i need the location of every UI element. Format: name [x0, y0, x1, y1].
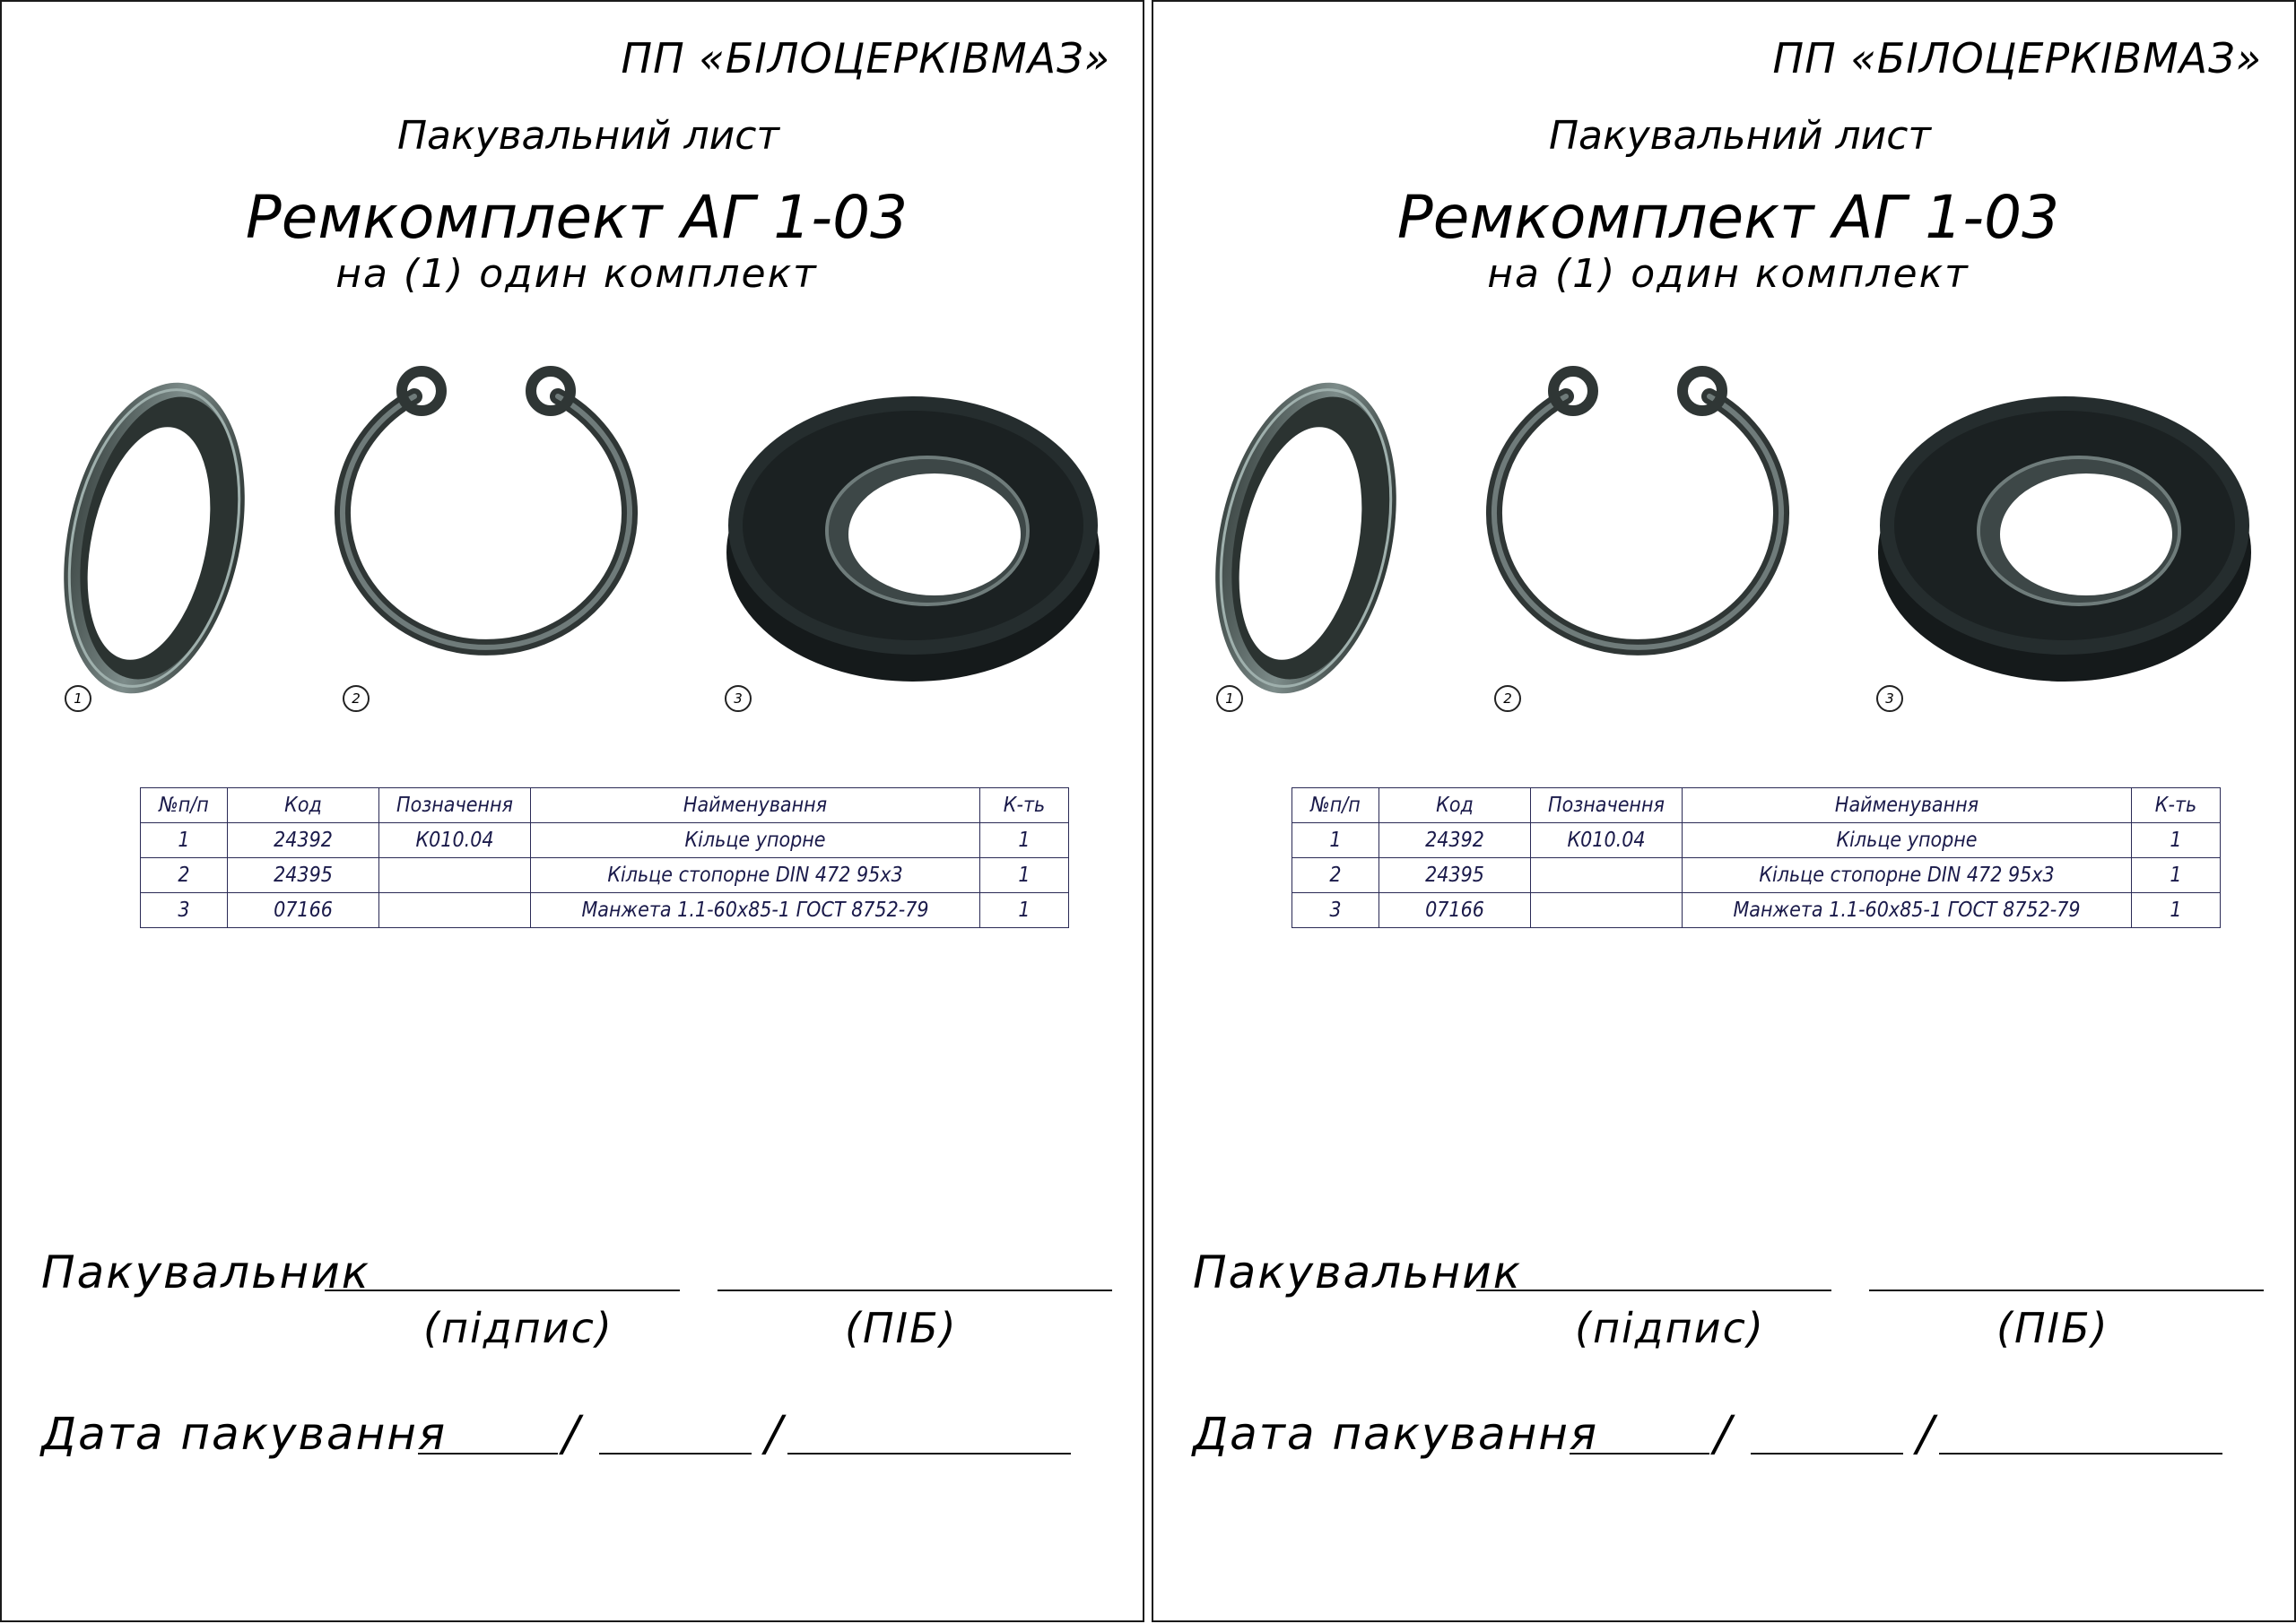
cell-name: Кільце упорне [531, 823, 980, 858]
part-callout-3: 3 [1876, 685, 1903, 712]
cell-designation [379, 858, 531, 893]
table-row [141, 858, 1069, 893]
table-row [1292, 858, 2221, 893]
cell-name: Манжета 1.1-60х85-1 ГОСТ 8752-79 [531, 893, 980, 928]
retaining-ring-icon [316, 360, 657, 683]
document-title: Пакувальний лист [1548, 113, 1932, 159]
cell-quantity: 1 [2132, 823, 2221, 858]
date-month-line[interactable] [599, 1453, 752, 1455]
part-callout-3: 3 [725, 685, 752, 712]
full-name-hint: (ПІБ) [1996, 1304, 2109, 1352]
kit-title: Ремкомплект АГ 1-03 [245, 183, 909, 252]
packer-label: Пакувальник [41, 1246, 370, 1298]
cell-number: 1 [1292, 823, 1379, 858]
document-title: Пакувальний лист [396, 113, 780, 159]
header-name: Найменування [1683, 788, 2132, 823]
cell-designation [379, 893, 531, 928]
date-day-line[interactable] [418, 1453, 558, 1455]
cell-name: Манжета 1.1-60х85-1 ГОСТ 8752-79 [1683, 893, 2132, 928]
date-separator: / [557, 1405, 587, 1462]
part-callout-2: 2 [1494, 685, 1521, 712]
kit-title: Ремкомплект АГ 1-03 [1396, 183, 2060, 252]
date-year-line[interactable] [1939, 1453, 2222, 1455]
table-header-row [141, 788, 1069, 823]
cell-number: 2 [141, 858, 228, 893]
cell-designation: К010.04 [1531, 823, 1683, 858]
company-name: ПП «БІЛОЦЕРКІВМАЗ» [1772, 34, 2262, 83]
cell-code: 24395 [228, 858, 379, 893]
cell-name: Кільце стопорне DIN 472 95х3 [1683, 858, 2132, 893]
cell-name: Кільце упорне [1683, 823, 2132, 858]
parts-table [1292, 787, 2221, 928]
header-code: Код [1379, 788, 1531, 823]
part-callout-1: 1 [1216, 685, 1243, 712]
cell-code: 24392 [1379, 823, 1531, 858]
packing-sheet-left [0, 0, 1144, 1622]
table-row [141, 893, 1069, 928]
header-number: №п/п [141, 788, 228, 823]
cell-quantity: 1 [980, 893, 1069, 928]
cell-designation: К010.04 [379, 823, 531, 858]
packer-label: Пакувальник [1193, 1246, 1522, 1298]
signature-hint: (підпис) [423, 1304, 613, 1352]
date-separator: / [1911, 1405, 1941, 1462]
date-label: Дата пакування [1193, 1408, 1599, 1460]
header-designation: Позначення [379, 788, 531, 823]
cell-designation [1531, 893, 1683, 928]
table-header-row [1292, 788, 2221, 823]
header-quantity: К-ть [980, 788, 1069, 823]
table-row [1292, 823, 2221, 858]
signature-hint: (підпис) [1575, 1304, 1765, 1352]
header-code: Код [228, 788, 379, 823]
date-month-line[interactable] [1751, 1453, 1903, 1455]
cell-quantity: 1 [2132, 893, 2221, 928]
cell-number: 3 [1292, 893, 1379, 928]
cell-number: 3 [141, 893, 228, 928]
full-name-line[interactable] [1869, 1290, 2264, 1291]
oil-seal-icon [1871, 382, 2266, 687]
header-designation: Позначення [1531, 788, 1683, 823]
header-quantity: К-ть [2132, 788, 2221, 823]
packing-sheet-right [1152, 0, 2296, 1622]
date-separator: / [760, 1405, 789, 1462]
parts-table [140, 787, 1069, 928]
cell-quantity: 1 [980, 823, 1069, 858]
header-number: №п/п [1292, 788, 1379, 823]
retaining-ring-icon [1467, 360, 1808, 683]
signature-line[interactable] [325, 1290, 680, 1291]
full-name-line[interactable] [718, 1290, 1112, 1291]
cell-quantity: 1 [2132, 858, 2221, 893]
cell-number: 1 [141, 823, 228, 858]
part-callout-2: 2 [343, 685, 370, 712]
full-name-hint: (ПІБ) [845, 1304, 958, 1352]
part-callout-1: 1 [65, 685, 91, 712]
header-name: Найменування [531, 788, 980, 823]
oil-seal-icon [719, 382, 1114, 687]
date-separator: / [1709, 1405, 1738, 1462]
company-name: ПП «БІЛОЦЕРКІВМАЗ» [621, 34, 1110, 83]
date-year-line[interactable] [787, 1453, 1071, 1455]
signature-line[interactable] [1476, 1290, 1831, 1291]
table-row [141, 823, 1069, 858]
cell-number: 2 [1292, 858, 1379, 893]
cell-name: Кільце стопорне DIN 472 95х3 [531, 858, 980, 893]
thrust-ring-icon [1205, 369, 1403, 710]
kit-subtitle: на (1) один комплект [335, 251, 818, 297]
table-row [1292, 893, 2221, 928]
cell-code: 24395 [1379, 858, 1531, 893]
date-day-line[interactable] [1570, 1453, 1709, 1455]
cell-code: 07166 [228, 893, 379, 928]
kit-subtitle: на (1) один комплект [1487, 251, 1970, 297]
date-label: Дата пакування [41, 1408, 448, 1460]
cell-quantity: 1 [980, 858, 1069, 893]
cell-designation [1531, 858, 1683, 893]
cell-code: 24392 [228, 823, 379, 858]
cell-code: 07166 [1379, 893, 1531, 928]
thrust-ring-icon [54, 369, 251, 710]
